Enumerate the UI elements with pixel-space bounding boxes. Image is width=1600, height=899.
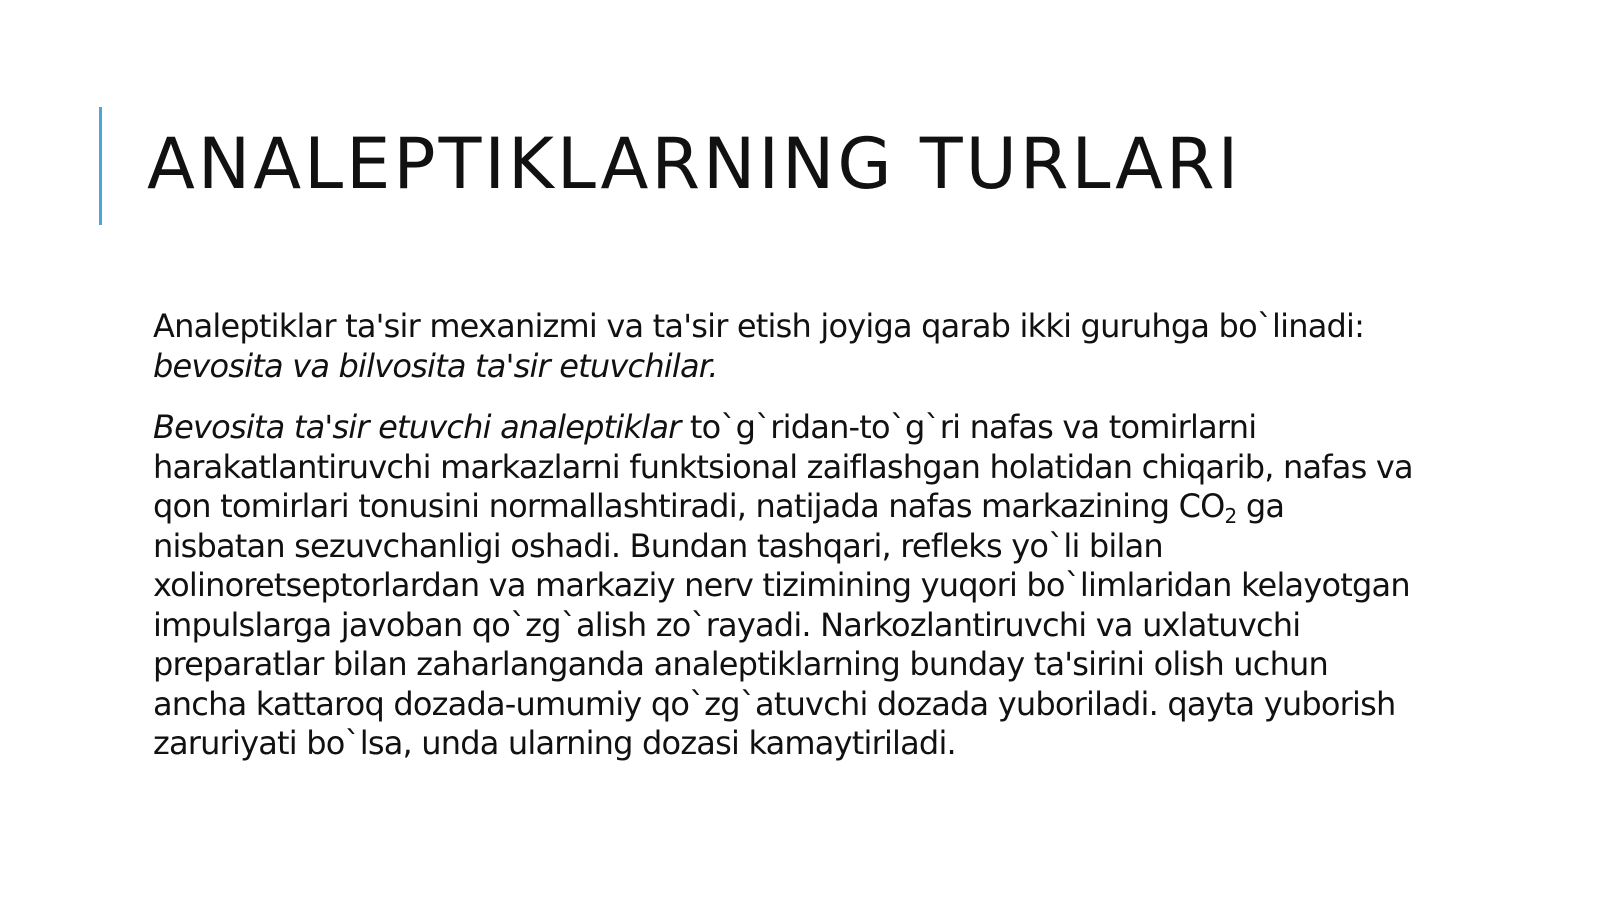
paragraph-2-text-part2: ga nisbatan sezuvchanligi oshadi. Bundan tashqari, refleks yo`li bilan xolinoretseptorlardan va markaziy nerv tizimining yuqori bo`limlaridan kelayotgan impulslarga javoban qo`zg`alish zo`rayadi. Narkozlantiruvchi va uxlatuvchi preparatlar bilan zaharlanganda analeptiklarning bunday ta'sirini olish uchun ancha kattaroq dozada-umumiy qo`zg`atuvchi dozada yuboriladi. qayta yuborish zaruriyati bo`lsa, unda ularning dozasi kamaytiriladi. <box>153 487 1410 762</box>
paragraph-1-text: Analeptiklar ta'sir mexanizmi va ta'sir etish joyiga qarab ikki guruhga bo`linadi: <box>153 307 1365 345</box>
paragraph-direct-analeptics <box>153 408 1423 764</box>
title-accent-bar <box>99 107 102 225</box>
paragraph-1-italic: bevosita va bilvosita ta'sir etuvchilar. <box>153 346 718 385</box>
slide-body <box>153 307 1423 786</box>
paragraph-2-text-part1: to`g`ridan-to`g`ri nafas va tomirlarni harakatlantiruvchi markazlarni funktsional zaiflashgan holatidan chiqarib, nafas va qon tomirlari tonusini normallashtiradi, natijada nafas markazining CO <box>153 408 1413 525</box>
paragraph-2-italic-lead: Bevosita ta'sir etuvchi analeptiklar <box>153 408 681 446</box>
paragraph-classification <box>153 307 1423 386</box>
co2-subscript: 2 <box>1224 504 1237 528</box>
slide-title: ANALEPTIKLARNING TURLARI <box>147 123 1242 205</box>
